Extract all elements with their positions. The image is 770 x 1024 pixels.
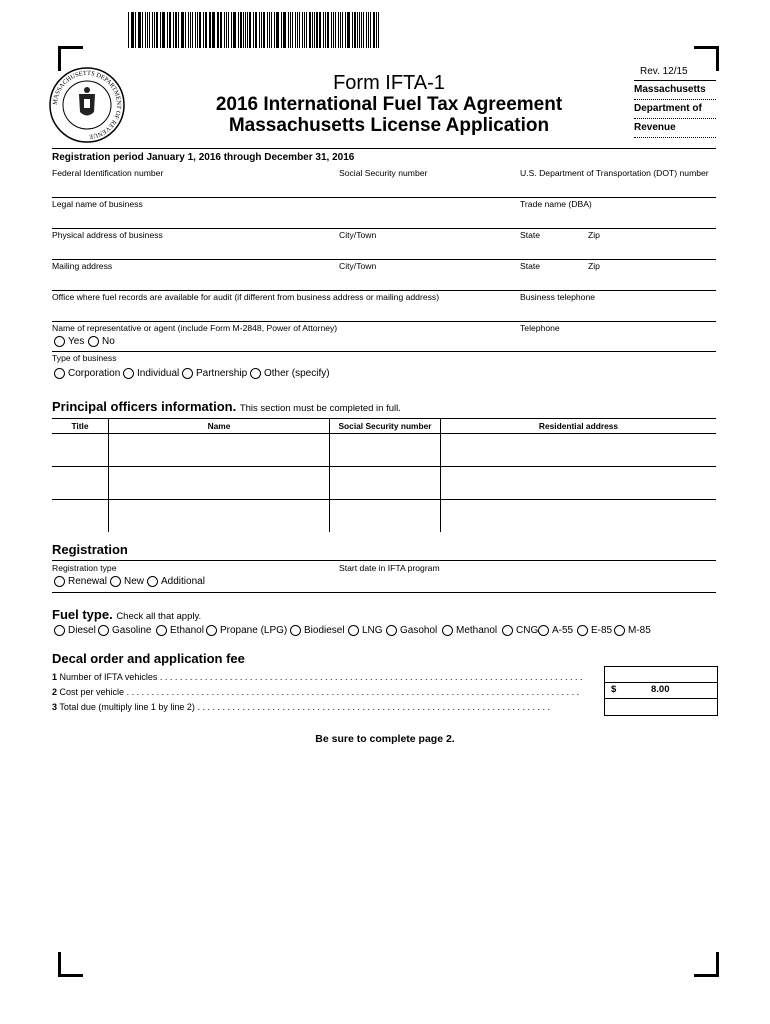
radio-icon[interactable] <box>348 625 359 636</box>
crop-mark-bottom-right <box>694 952 719 977</box>
barcode-bar <box>316 12 317 48</box>
barcode-bar <box>152 12 153 48</box>
barcode-bar <box>359 12 360 48</box>
barcode-bar <box>274 12 275 48</box>
officer-ssn-cell[interactable] <box>330 434 441 467</box>
barcode-bar <box>366 12 367 48</box>
physical-state-field[interactable]: State <box>520 230 541 240</box>
barcode-bar <box>163 12 164 48</box>
option-label: Partnership <box>196 368 248 379</box>
state-seal-icon <box>48 66 126 144</box>
barcode-bar <box>302 12 303 48</box>
officer-name-cell[interactable] <box>109 434 330 467</box>
barcode-bar <box>288 12 289 48</box>
officer-title-cell[interactable] <box>52 467 109 500</box>
radio-icon[interactable] <box>182 368 193 379</box>
barcode-bar <box>181 12 182 48</box>
barcode-bar <box>283 12 284 48</box>
barcode-bar <box>292 12 293 48</box>
seal-text: MASSACHUSETTS DEPARTMENT OF REVENUE <box>51 69 123 140</box>
barcode-bar <box>325 12 326 48</box>
fuel-gasoline[interactable] <box>96 625 151 636</box>
barcode-bar <box>195 12 196 48</box>
barcode-bar <box>147 12 148 48</box>
barcode-bar <box>304 12 305 48</box>
barcode-bar <box>306 12 307 48</box>
option-label: Gasoline <box>112 625 152 636</box>
barcode-bar <box>156 12 158 48</box>
option-label: Additional <box>161 576 205 587</box>
barcode-bar <box>335 12 336 48</box>
option-label: Gasohol <box>400 625 438 636</box>
registration-type-label: Registration type <box>52 563 117 573</box>
barcode-bar <box>378 12 379 48</box>
option-label: Renewal <box>68 576 107 587</box>
barcode-bar <box>309 12 311 48</box>
radio-icon[interactable] <box>206 625 217 636</box>
barcode-bar <box>327 12 329 48</box>
type-of-business-label: Type of business <box>52 353 117 363</box>
barcode-bar <box>199 12 201 48</box>
registration-additional[interactable] <box>145 576 205 587</box>
option-label: E-85 <box>591 625 613 636</box>
barcode-bar <box>256 12 257 48</box>
barcode-bar <box>213 12 214 48</box>
option-label: Biodiesel <box>304 625 345 636</box>
barcode-bar <box>312 12 313 48</box>
fuel-methanol[interactable] <box>440 625 497 636</box>
mailing-address-field[interactable]: Mailing address <box>52 261 113 271</box>
barcode-bar <box>348 12 350 48</box>
option-label: Ethanol <box>170 625 204 636</box>
fuel-a55[interactable] <box>536 625 573 636</box>
fuel-e85[interactable] <box>575 625 612 636</box>
barcode-bar <box>233 12 234 48</box>
officer-address-cell[interactable] <box>441 434 717 467</box>
start-date-field[interactable]: Start date in IFTA program <box>339 563 440 573</box>
radio-icon[interactable] <box>614 625 625 636</box>
officer-ssn-cell[interactable] <box>330 500 441 533</box>
barcode-bar <box>245 12 246 48</box>
barcode-bar <box>314 12 315 48</box>
barcode <box>128 12 380 48</box>
cost-amount: 8.00 <box>651 684 670 695</box>
option-label: Individual <box>137 368 180 379</box>
telephone-field[interactable]: Telephone <box>520 323 560 333</box>
option-label: Diesel <box>68 625 96 636</box>
barcode-bar <box>370 12 371 48</box>
registration-heading: Registration <box>52 542 128 557</box>
barcode-bar <box>132 12 133 48</box>
radio-icon[interactable] <box>88 336 99 347</box>
option-label: New <box>124 576 145 587</box>
barcode-bar <box>255 12 256 48</box>
decal-line-2: 2 Cost per vehicle . . . . . . . . . . . . . . . . . . . . . . . . . . . . . . . . . . . . . . . . . . . . . . . . . . . . . . . . . . . . . . . . . . . . . . . . . . . . . . . . . . . . . . . . . . . <box>52 687 580 697</box>
trade-name-field[interactable]: Trade name (DBA) <box>520 199 592 209</box>
barcode-bar <box>231 12 232 48</box>
officer-title-cell[interactable] <box>52 434 109 467</box>
form-name: Form IFTA-1 <box>333 72 445 94</box>
line-label: Number of IFTA vehicles <box>59 672 158 682</box>
business-type-other[interactable] <box>248 368 330 379</box>
officers-heading-text: Principal officers information. <box>52 399 237 414</box>
radio-icon[interactable] <box>54 336 65 347</box>
barcode-bar <box>217 12 218 48</box>
barcode-bar <box>175 12 176 48</box>
barcode-bar <box>267 12 268 48</box>
radio-icon[interactable] <box>502 625 513 636</box>
column-address: Residential address <box>441 419 717 434</box>
form-subtitle: Massachusetts License Application <box>228 115 550 136</box>
barcode-bar <box>218 12 219 48</box>
registration-renewal[interactable] <box>52 576 107 587</box>
barcode-bar <box>352 12 353 48</box>
barcode-bar <box>167 12 168 48</box>
barcode-bar <box>333 12 334 48</box>
barcode-bar <box>234 12 235 48</box>
barcode-bar <box>368 12 369 48</box>
total-due-input[interactable] <box>605 699 717 714</box>
barcode-bar <box>243 12 244 48</box>
fuel-gasohol[interactable] <box>384 625 437 636</box>
agency-line-1: Massachusetts <box>634 80 716 100</box>
decal-heading: Decal order and application fee <box>52 651 245 666</box>
officers-heading <box>52 399 401 414</box>
barcode-bar <box>247 12 248 48</box>
fuel-note: Check all that apply. <box>116 611 202 622</box>
header-divider <box>52 148 716 149</box>
row-mailing-address <box>52 259 716 291</box>
barcode-bar <box>345 12 346 48</box>
ssn-field[interactable]: Social Security number <box>339 168 428 178</box>
option-label: LNG <box>362 625 383 636</box>
cost-per-vehicle-value <box>605 683 717 699</box>
agency-line-2: Department of <box>634 100 716 119</box>
mailing-zip-field[interactable]: Zip <box>588 261 600 271</box>
column-name: Name <box>109 419 330 434</box>
barcode-bar <box>269 12 270 48</box>
barcode-bar <box>238 12 239 48</box>
agency-block <box>634 80 716 138</box>
fuel-ethanol[interactable] <box>154 625 204 636</box>
footer-note: Be sure to complete page 2. <box>315 733 455 745</box>
barcode-bar <box>154 12 155 48</box>
officers-table <box>52 418 716 532</box>
currency-symbol: $ <box>611 684 617 695</box>
business-phone-field[interactable]: Business telephone <box>520 292 596 302</box>
barcode-bar <box>145 12 146 48</box>
officer-name-cell[interactable] <box>109 500 330 533</box>
barcode-bar <box>253 12 254 48</box>
option-label: Other (specify) <box>264 368 330 379</box>
fuel-propane[interactable] <box>204 625 287 636</box>
fein-field[interactable]: Federal Identification number <box>52 168 164 178</box>
barcode-bar <box>178 12 179 48</box>
barcode-bar <box>338 12 339 48</box>
table-row <box>52 467 716 500</box>
table-row <box>52 500 716 533</box>
fuel-cng[interactable] <box>500 625 538 636</box>
barcode-bar <box>347 12 348 48</box>
divider <box>52 592 716 593</box>
radio-icon[interactable] <box>54 625 65 636</box>
barcode-bar <box>331 12 332 48</box>
row-business-name <box>52 197 716 229</box>
crop-mark-top-right <box>694 46 719 71</box>
option-label: Methanol <box>456 625 498 636</box>
barcode-bar <box>142 12 143 48</box>
decal-line-3: 3 Total due (multiply line 1 by line 2) . . . . . . . . . . . . . . . . . . . . . . . . . . . . . . . . . . . . . . . . . . . . . . . . . . . . . . . . . . . . . . . . . . . . . . . <box>52 702 551 712</box>
radio-icon[interactable] <box>442 625 453 636</box>
physical-zip-field[interactable]: Zip <box>588 230 600 240</box>
barcode-bar <box>185 12 186 48</box>
records-office-field[interactable]: Office where fuel records are available for audit (if different from business address or mailing address) <box>52 292 440 302</box>
officer-name-cell[interactable] <box>109 467 330 500</box>
barcode-bar <box>320 12 321 48</box>
barcode-bar <box>290 12 291 48</box>
barcode-bar <box>128 12 129 48</box>
barcode-bar <box>190 12 191 48</box>
barcode-bar <box>323 12 324 48</box>
row-physical-address <box>52 228 716 260</box>
barcode-bar <box>271 12 272 48</box>
radio-icon[interactable] <box>386 625 397 636</box>
barcode-bar <box>224 12 225 48</box>
row-records-office <box>52 290 716 322</box>
line-label: Cost per vehicle <box>59 687 125 697</box>
radio-icon[interactable] <box>156 625 167 636</box>
officers-note: This section must be completed in full. <box>239 403 401 414</box>
barcode-bar <box>299 12 300 48</box>
line-number: 2 <box>52 687 58 697</box>
barcode-bar <box>357 12 358 48</box>
barcode-bar <box>205 12 206 48</box>
poa-no-option[interactable] <box>86 336 115 347</box>
radio-icon[interactable] <box>110 576 121 587</box>
line-label: Total due (multiply line 1 by line 2) <box>59 702 195 712</box>
option-label: M-85 <box>628 625 651 636</box>
barcode-bar <box>228 12 229 48</box>
radio-icon[interactable] <box>538 625 549 636</box>
option-label: Propane (LPG) <box>220 625 288 636</box>
barcode-bar <box>139 12 141 48</box>
form-title: 2016 International Fuel Tax Agreement <box>215 94 563 115</box>
barcode-bar <box>170 12 171 48</box>
barcode-bar <box>197 12 198 48</box>
physical-city-field[interactable]: City/Town <box>339 230 377 240</box>
barcode-bar <box>259 12 260 48</box>
barcode-bar <box>249 12 250 48</box>
business-type-individual[interactable] <box>121 368 179 379</box>
table-row <box>52 434 716 467</box>
barcode-bar <box>226 12 227 48</box>
business-type-partnership[interactable] <box>180 368 247 379</box>
mailing-city-field[interactable]: City/Town <box>339 261 377 271</box>
barcode-bar <box>138 12 139 48</box>
barcode-bar <box>319 12 320 48</box>
divider <box>52 560 716 561</box>
barcode-bar <box>297 12 298 48</box>
barcode-bar <box>263 12 265 48</box>
revision-date: Rev. 12/15 <box>640 66 688 77</box>
barcode-bar <box>281 12 282 48</box>
row-identification <box>52 166 716 198</box>
radio-icon[interactable] <box>290 625 301 636</box>
agency-line-3: Revenue <box>634 119 716 138</box>
officer-address-cell[interactable] <box>441 467 717 500</box>
vehicles-count-input[interactable] <box>605 667 717 683</box>
representative-field[interactable]: Name of representative or agent (include Form M-2848, Power of Attorney) <box>52 323 338 333</box>
barcode-bar <box>162 12 163 48</box>
barcode-bar <box>354 12 355 48</box>
barcode-bar <box>192 12 193 48</box>
divider <box>52 351 716 352</box>
barcode-bar <box>206 12 207 48</box>
fuel-heading-text: Fuel type. <box>52 607 113 622</box>
registration-period: Registration period January 1, 2016 through December 31, 2016 <box>52 152 355 163</box>
barcode-bar <box>340 12 341 48</box>
radio-icon[interactable] <box>147 576 158 587</box>
barcode-bar <box>284 12 286 48</box>
radio-icon[interactable] <box>577 625 588 636</box>
barcode-bar <box>131 12 132 48</box>
business-type-corporation[interactable] <box>52 368 120 379</box>
fuel-diesel[interactable] <box>52 625 96 636</box>
officer-ssn-cell[interactable] <box>330 467 441 500</box>
barcode-bar <box>188 12 189 48</box>
barcode-bar <box>173 12 174 48</box>
crop-mark-bottom-left <box>58 952 83 977</box>
radio-icon[interactable] <box>123 368 134 379</box>
barcode-bar <box>342 12 343 48</box>
barcode-bar <box>149 12 150 48</box>
radio-icon[interactable] <box>250 368 261 379</box>
fuel-m85[interactable] <box>612 625 651 636</box>
barcode-bar <box>295 12 296 48</box>
option-label: Yes <box>68 336 85 347</box>
dot-number-field[interactable]: U.S. Department of Transportation (DOT) number <box>520 168 709 178</box>
column-title: Title <box>52 419 109 434</box>
fuel-biodiesel[interactable] <box>288 625 345 636</box>
barcode-bar <box>277 12 278 48</box>
option-label: A-55 <box>552 625 574 636</box>
option-label: CNG <box>516 625 539 636</box>
barcode-bar <box>363 12 364 48</box>
line-number: 1 <box>52 672 58 682</box>
barcode-bar <box>160 12 161 48</box>
barcode-bar <box>209 12 210 48</box>
registration-new[interactable] <box>108 576 144 587</box>
barcode-bar <box>376 12 377 48</box>
barcode-bar <box>220 12 222 48</box>
barcode-bar <box>135 12 136 48</box>
option-label: Corporation <box>68 368 121 379</box>
option-label: No <box>102 336 115 347</box>
legal-name-field[interactable]: Legal name of business <box>52 199 143 209</box>
radio-icon[interactable] <box>54 368 65 379</box>
fee-box <box>604 666 718 716</box>
fuel-lng[interactable] <box>346 625 383 636</box>
barcode-bar <box>240 12 242 48</box>
column-ssn: Social Security number <box>330 419 441 434</box>
radio-icon[interactable] <box>54 576 65 587</box>
mailing-state-field[interactable]: State <box>520 261 541 271</box>
barcode-bar <box>203 12 204 48</box>
row-representative <box>52 321 716 337</box>
barcode-bar <box>373 12 375 48</box>
radio-icon[interactable] <box>98 625 109 636</box>
barcode-bar <box>169 12 170 48</box>
decal-line-1: 1 Number of IFTA vehicles . . . . . . . . . . . . . . . . . . . . . . . . . . . . . . . . . . . . . . . . . . . . . . . . . . . . . . . . . . . . . . . . . . . . . . . . . . . . . . . . . . . . . <box>52 672 583 682</box>
barcode-bar <box>276 12 277 48</box>
line-number: 3 <box>52 702 58 712</box>
physical-address-field[interactable]: Physical address of business <box>52 230 163 240</box>
fuel-heading <box>52 607 201 622</box>
officer-address-cell[interactable] <box>441 500 717 533</box>
barcode-bar <box>361 12 362 48</box>
poa-yes-option[interactable] <box>52 336 84 347</box>
officer-title-cell[interactable] <box>52 500 109 533</box>
barcode-bar <box>182 12 184 48</box>
barcode-bar <box>261 12 262 48</box>
barcode-bar <box>212 12 213 48</box>
